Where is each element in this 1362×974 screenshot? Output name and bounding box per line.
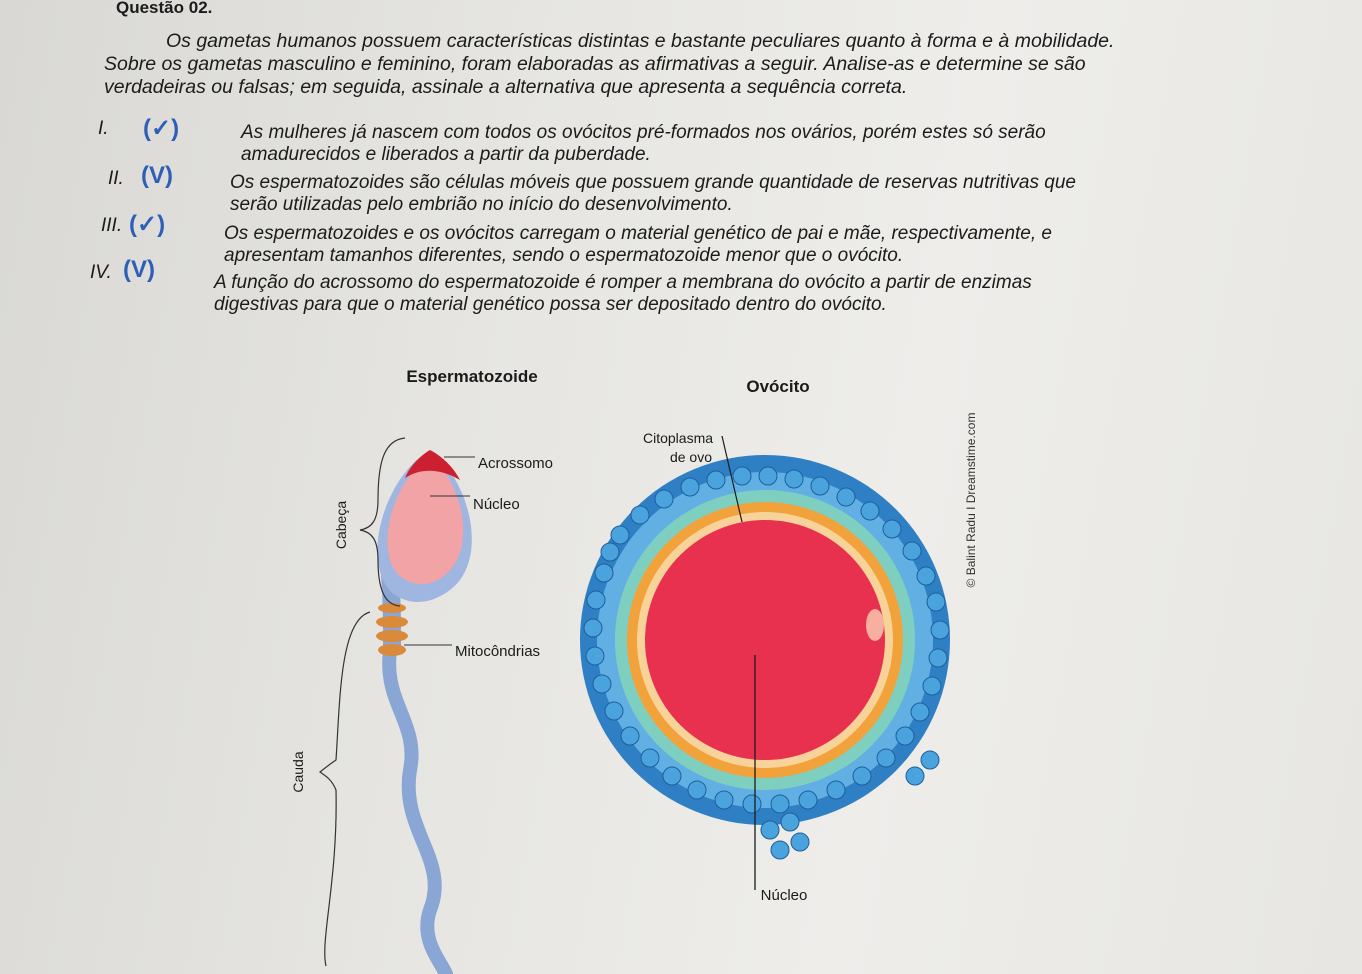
item-1-line-2: amadurecidos e liberados a partir da puberdade.: [241, 144, 651, 165]
sperm-tail: [389, 640, 446, 974]
intro-line-2: Sobre os gametas masculino e feminino, foram elaboradas as afirmativas a seguir. Analise-as e determine se são: [104, 53, 1086, 75]
item-4-line-1: A função do acrossomo do espermatozoide é romper a membrana do ovócito a partir de enzimas: [214, 272, 1032, 293]
item-2-line-2: serão utilizadas pelo embrião no início do desenvolvimento.: [230, 194, 733, 215]
item-3-roman: III.: [101, 215, 123, 236]
sperm-title: Espermatozoide: [406, 367, 538, 386]
item-2-line-1: Os espermatozoides são células móveis que possuem grande quantidade de reservas nutritivas que: [230, 172, 1076, 193]
egg-cytoplasm: [645, 520, 885, 760]
label-mitocondrias: Mitocôndrias: [455, 643, 541, 660]
item-1-roman: I.: [98, 118, 109, 139]
question-title: Questão 02.: [116, 0, 213, 17]
intro-line-3: verdadeiras ou falsas; em seguida, assinale a alternativa que apresenta a sequência correta.: [104, 76, 908, 98]
item-3-line-1: Os espermatozoides e os ovócitos carregam o material genético de pai e mãe, respectivamente, e: [224, 223, 1052, 244]
item-4-roman: IV.: [90, 262, 112, 283]
item-3-line-2: apresentam tamanhos diferentes, sendo o espermatozoide menor que o ovócito.: [224, 245, 904, 266]
item-4-check-mark: (V): [123, 256, 155, 283]
label-nucleo-egg: Núcleo: [760, 887, 808, 904]
polar-body: [866, 609, 884, 641]
item-1-check-mark: (✓): [143, 115, 180, 142]
label-cabeca: Cabeça: [333, 500, 349, 550]
label-cauda: Cauda: [290, 751, 306, 793]
item-3-check-mark: (✓): [129, 211, 166, 238]
tail-brace: [320, 612, 370, 966]
label-de-ovo: de ovo: [669, 449, 713, 465]
label-nucleo-sperm: Núcleo: [473, 496, 520, 513]
intro-line-1: Os gametas humanos possuem características distintas e bastante peculiares quanto à forma e à mobilidade.: [166, 30, 1115, 52]
image-credit: © Balint Radu I Dreamstime.com: [964, 412, 978, 588]
label-acrossomo: Acrossomo: [478, 455, 554, 472]
item-2-roman: II.: [108, 168, 124, 189]
item-2-check-mark: (V): [141, 162, 173, 189]
item-4-line-2: digestivas para que o material genético possa ser depositado dentro do ovócito.: [214, 294, 887, 315]
item-1-line-1: As mulheres já nascem com todos os ovócitos pré-formados nos ovários, porém estes só serão: [241, 122, 1046, 143]
label-citoplasma: Citoplasma: [642, 430, 714, 446]
egg-title: Ovócito: [746, 377, 810, 396]
